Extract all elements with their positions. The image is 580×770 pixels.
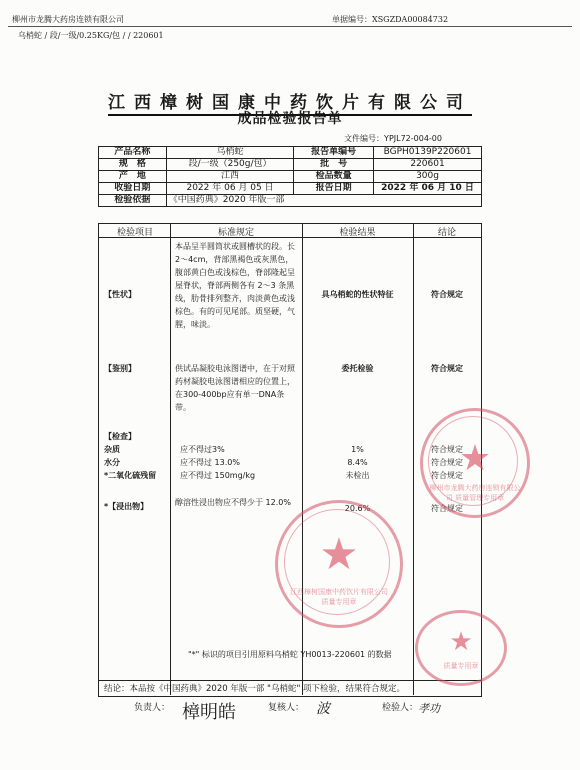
info-table: [98, 146, 482, 207]
item-moisture: 水分: [104, 458, 120, 467]
company-name: 江西樟树国康中药饮片有限公司: [108, 93, 472, 116]
result-identification: 委托检验: [341, 364, 374, 373]
label-basis: 检验依据: [99, 195, 167, 207]
conclusion-extract: 符合规定: [431, 504, 463, 513]
item-traits: 【性状】: [104, 290, 136, 299]
label-report-date: 报告日期: [294, 183, 374, 195]
value-batch: 220601: [374, 159, 482, 171]
small-quality-seal: [415, 610, 507, 686]
standard-extract: 醇溶性浸出物应不得少于 12.0%: [175, 498, 291, 507]
value-spec: 段/一级（250g/包）: [166, 159, 294, 171]
label-origin: 产 地: [99, 171, 167, 183]
final-conclusion: 结论：本品按《中国药典》2020 年版一部 "乌梢蛇" 项下检验，结果符合规定。: [104, 684, 406, 694]
column-divider: [170, 223, 171, 695]
info-row: [99, 147, 482, 159]
standard-traits: 本品呈半圆筒状或圆槽状的段。长 2～4cm，背部黑褐色或灰黑色，腹部黄白色或浅棕色，脊部隆起呈屋脊状，脊部两侧各有 2～3 条黑线，肋骨排列整齐，肉淡黄色或浅棕色。有的可见尾部。质坚硬，气腥，味淡。: [175, 242, 295, 329]
standard-identification: 供试品凝胶电泳图谱中，在于对照药材凝胶电泳图谱相应的位置上，在300-400bp应有单一DNA条带。: [175, 364, 295, 412]
label-product-name: 产品名称: [99, 147, 167, 159]
seal-star-icon: ★: [319, 529, 359, 580]
doc-number: [332, 14, 448, 25]
header-divider: [8, 26, 572, 27]
conclusion-impurity: 符合规定: [431, 445, 463, 454]
value-basis: 《中国药典》2020 年版一部: [166, 195, 481, 207]
file-number: 文件编号：YPJL72-004-00: [344, 134, 442, 143]
item-impurity: 杂质: [104, 445, 120, 454]
doc-number-label: 单据编号：: [332, 15, 372, 24]
reviewer-signature: 波: [316, 701, 330, 717]
conclusion-sulfur-dioxide: 符合规定: [431, 471, 463, 480]
inspector-signature: 孝功: [418, 702, 440, 715]
item-sulfur-dioxide: *二氧化硫残留: [104, 471, 157, 480]
conclusion-row-divider: [98, 680, 482, 681]
info-row: [99, 159, 482, 171]
company-quality-seal: [275, 500, 403, 628]
standard-moisture: 应不得过 13.0%: [180, 458, 240, 467]
value-report-no: BGPH0139P220601: [374, 147, 482, 159]
data-source-note: "*" 标识的项目引用原料乌梢蛇 YH0013-220601 的数据: [188, 650, 392, 659]
label-spec: 规 格: [99, 159, 167, 171]
company-seal-text: 江西樟树国康中药饮片有限公司 质量专用章: [290, 588, 388, 606]
info-row: [99, 183, 482, 195]
label-batch: 批 号: [294, 159, 374, 171]
manager-signature: 樟明皓: [182, 702, 236, 723]
item-extract: *【浸出物】: [104, 502, 149, 511]
col-header-standard: 标准规定: [217, 228, 254, 238]
label-receive-date: 收验日期: [99, 183, 167, 195]
pharmacy-seal-text: 柳州市龙腾大药房连锁有限公司 质量管理专用章: [429, 484, 521, 502]
result-extract: 20.6%: [344, 504, 371, 513]
conclusion-traits: 符合规定: [431, 290, 463, 299]
value-report-date: 2022 年 06 月 10 日: [374, 183, 482, 195]
standard-impurity: 应不得过3%: [180, 445, 225, 454]
seal-star-icon: ★: [449, 627, 473, 657]
doc-number-value: XSGZDA00084732: [372, 15, 449, 24]
report-title: 成品检验报告单: [237, 111, 343, 127]
small-seal-text: 质量专用章: [443, 662, 479, 670]
value-origin: 江西: [166, 171, 294, 183]
result-moisture: 8.4%: [347, 458, 368, 467]
conclusion-identification: 符合规定: [431, 364, 463, 373]
info-row: [99, 195, 482, 207]
label-report-no: 报告单编号: [294, 147, 374, 159]
pharmacy-quality-seal: [420, 408, 530, 518]
inspector-label: 检验人：: [382, 703, 419, 713]
col-header-result: 检验结果: [339, 228, 376, 238]
value-qty: 300g: [374, 171, 482, 183]
item-check: 【检查】: [104, 432, 136, 441]
reviewer-label: 复核人：: [268, 703, 305, 713]
label-qty: 检品数量: [294, 171, 374, 183]
value-receive-date: 2022 年 06 月 05 日: [166, 183, 294, 195]
product-line: 乌梢蛇 / 段/一级/0.25KG/包 / / 220601: [18, 31, 164, 40]
result-traits: 具乌梢蛇的性状特征: [321, 290, 394, 299]
result-impurity: 1%: [351, 445, 364, 454]
col-header-item: 检验项目: [116, 228, 153, 238]
result-sulfur-dioxide: 未检出: [345, 471, 370, 480]
value-product-name: 乌梢蛇: [166, 147, 294, 159]
manager-label: 负责人：: [134, 703, 171, 713]
item-identification: 【鉴别】: [104, 364, 136, 373]
conclusion-moisture: 符合规定: [431, 458, 463, 467]
standard-sulfur-dioxide: 应不得过 150mg/kg: [180, 471, 256, 480]
info-row: [99, 171, 482, 183]
col-header-conclusion: 结论: [437, 228, 456, 238]
seal-star-icon: ★: [458, 438, 492, 479]
company-header: 柳州市龙腾大药房连锁有限公司: [12, 15, 124, 24]
